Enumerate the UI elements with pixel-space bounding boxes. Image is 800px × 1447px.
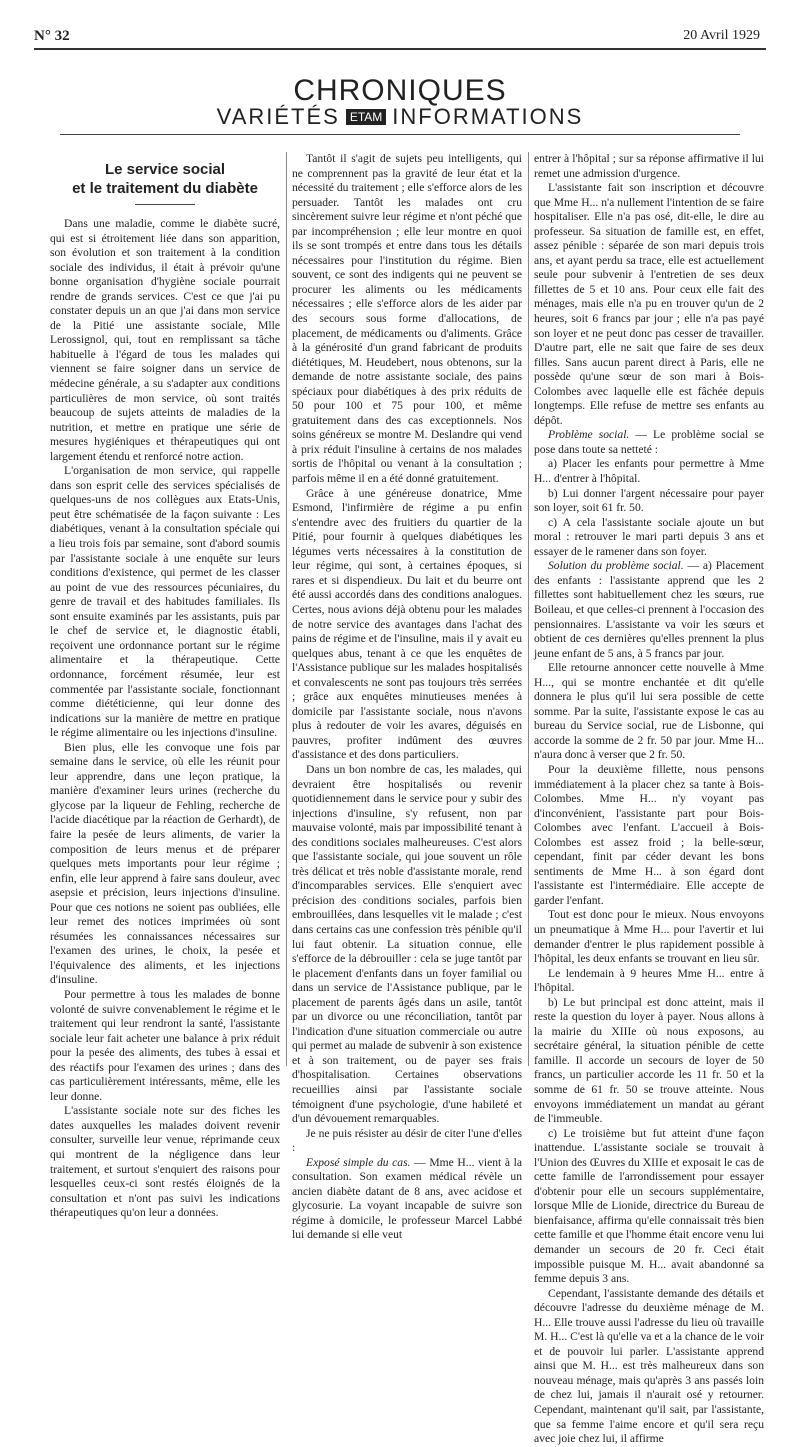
paragraph: Elle retourne annoncer cette nouvelle à Mme H..., qui se montre enchantée et dit qu'elle donnera le plus qu'il lui sera possible de cette somme. Par la suite, l'assistante expose le cas au bureau du Service social, rue de Lisbonne, qui accorde la somme de 2 fr. 50 par jour. Mme H... n'aura donc à verser que 2 fr. 50. (534, 661, 764, 762)
column-3 (534, 152, 765, 1446)
column-divider (286, 152, 287, 1066)
paragraph: Tantôt il s'agit de sujets peu intelligents, qui ne comprennent pas la gravité de leur état et la nécessité du traitement ; elle s'efforce alors de les persuader. Tantôt les malades ont cru sincèrement suivre leur régime et n'ont péché que par incompréhension ; elle leur montre en quoi ils se sont trompés et entre dans tous les détails nécessaires pour l'institution du régime. Bien souvent, ce sont des indigents qui ne peuvent se procurer les aliments ou les médicaments nécessaires ; elle s'efforce alors de les aider par des secours sous forme d'allocations, de placement, de médicaments ou d'aliments. Grâce à la générosité d'un grand fabricant de produits diététiques, M. Heudebert, nous obtenons, sur la demande de notre assistante sociale, des pains spéciaux pour diabétiques à des prix réduits de 50 pour 100 et 75 pour 100, et même gratuitement dans des cas exceptionnels. Nos soins généreux se montre M. Deslandre qui vend à prix réduit l'insuline à certains de nos malades sortis de l'hôpital ou venant à la consultation ; parfois même il en a été donné gratuitement. (292, 152, 522, 486)
issue-number: N° 32 (34, 28, 70, 44)
solution-text: — a) Placement des enfants : l'assistante apprend que les 2 fillettes sont habituellement chez les sœurs, rue Boileau, et que celles-ci prennent à l'occasion des pensionnaires. L'assistante va voir les sœurs et obtient de ces dernières qu'elles prennent la plus jeune enfant de 5 ans, à 5 francs par jour. (534, 559, 765, 660)
case-text: — Mme H... vient à la consultation. Son examen médical révèle un ancien diabète datant de 8 ans, avec acidose et glycosurie. La voyant incapable de suivre son régime à domicile, le professeur Marcel Labbé lui demande si elle veut (292, 1155, 522, 1242)
paragraph: L'organisation de mon service, qui rappelle dans son esprit celle des services spécialisés de quelques-uns de nos collègues aux Etats-Unis, peut être schématisée de la façon suivante : Les diabétiques, venant à la consultation spéciale qui a lieu trois fois par semaine, sont d'abord soumis par l'assistante sociale à une enquête sur leurs conditions d'existence, qui permet de les classer au point de vue des ressources pécuniaires, du genre de travail et des habitudes familiales. Ils sont ensuite examinés par les assistants, puis par le chef de service et, le diagnostic établi, reçoivent une ordonnance portant sur le régime alimentaire et la thérapeutique. Cette ordonnance, forcément résumée, leur est commentée par l'assistante sociale, fonctionnant comme diététicienne, qui leur donne des indications sur la manière de mettre en pratique le régime alimentaire ou les injections d'insuline. (50, 464, 280, 740)
problem-paragraph (534, 428, 764, 457)
paragraph: Le lendemain à 9 heures Mme H... entre à l'hôpital. (534, 966, 764, 995)
column-divider (528, 152, 529, 1066)
case-label: Exposé simple du cas. (306, 1155, 411, 1169)
paragraph: Pour la deuxième fillette, nous pensons immédiatement à la placer chez sa tante à Bois-Colombes. Mme H... n'y voyant pas d'inconvénient, l'assistante part pour Bois-Colombes avec l'enfant. L'accueil à Bois-Colombes est assez froid ; la belle-sœur, cependant, finit par céder devant les bons sentiments de Mme H... à son égard dont l'assistante est l'intermédiaire. Elle accepte de garder l'enfant. (534, 762, 764, 907)
masthead-logo-mark: ETAM (346, 109, 386, 125)
article-title-line-1: Le service social (104, 161, 226, 178)
solution-label: Solution du problème social. (548, 559, 684, 573)
paragraph: b) Le but principal est donc atteint, mais il reste la question du loyer à payer. Nous allons à la mairie du XIIIe où nous exposons, au secrétaire général, la situation pénible de cette famille. Il accorde un secours de loyer de 50 francs, un particulier accorde les 11 fr. 50 et la somme de 61 fr. 50 se trouve atteinte. Nous envoyons immédiatement un mandat au gérant de l'immeuble. (534, 995, 764, 1126)
paragraph: Grâce à une généreuse donatrice, Mme Esmond, l'infirmière de régime a pu enfin s'entendre avec des fruitiers du quartier de la Pitié, pour fournir à quelques diabétiques les légumes verts nécessaires à la constitution de leur régime, qui sont, à certaines époques, si rares et si dispendieux. Du lait et du beurre ont été aussi accordés dans des conditions analogues. Certes, nous avions déjà obtenu pour les malades de notre service des avantages dans l'achat des pains de régime et de l'insuline, mais il y avait eu quelques abus, tenant à ce que les enquêtes de l'Assistance publique sur les malades hospitalisés et convalescents ne sont pas toujours très serrées ; grâce aux enquêtes minutieuses menées à domicile par l'assistante sociale, nous n'avons plus à redouter de voir les avares, déguisés en pauvres, profiter indûment des œuvres d'assistance et des dons particuliers. (292, 486, 522, 762)
title-rule (135, 204, 195, 205)
solution-paragraph (534, 559, 764, 661)
masthead-varietes: VARIÉTÉS (216, 104, 340, 129)
masthead-rule (60, 134, 740, 135)
masthead-title: CHRONIQUES (293, 74, 507, 107)
column-1 (50, 152, 280, 1220)
article-title (50, 160, 280, 198)
list-item: b) Lui donner l'argent nécessaire pour payer son loyer, soit 61 fr. 50. (534, 486, 764, 515)
masthead-informations: INFORMATIONS (392, 104, 584, 129)
paragraph: Pour permettre à tous les malades de bonne volonté de suivre convenablement le régime et le traitement qui leur rendront la santé, l'assistante sociale leur fait acheter une balance à prix réduit pour la pesée des aliments, des tubes à essai et des réactifs pour l'examen des urines ; dans des cas particulièrement intéressants, même, elle les leur donne. (50, 987, 280, 1103)
masthead-subtitle (0, 104, 800, 130)
paragraph: Bien plus, elle les convoque une fois par semaine dans le service, où elle les réunit pour leur apprendre, dans une leçon pratique, la manière d'examiner leurs urines (recherche du glycose par la liqueur de Fehling, recherche de l'acide diacétique par la réaction de Gerhardt), de faire la pesée de leurs aliments, de varier la composition de leurs menus et de préparer quelques mets importants pour leur régime ; enfin, elle leur apprend à faire sans douleur, avec asepsie et précision, leurs injections d'insuline. Pour que ces notions ne soient pas oubliées, elle leur remet des notices imprimées où sont résumées les connaissances nécessaires sur l'examen des urines, le choix, la pesée et l'équivalence des aliments, et les injections d'insuline. (50, 740, 280, 987)
problem-label: Problème social. (548, 428, 630, 442)
paragraph: L'assistante sociale note sur des fiches les dates auxquelles les malades doivent revenir consulter, surveille leur venue, réprimande ceux qui montrent de la négligence dans leur traitement, et surtout s'enquiert des raisons pour lesquelles ceux-ci sont restés éloignés de la consultation et n'ont pas suivi les indications thérapeutiques qu'on leur a données. (50, 1104, 280, 1220)
header-rule (34, 48, 766, 50)
paragraph: Cependant, l'assistante demande des détails et découvre l'adresse du deuxième ménage de M. H... Elle trouve aussi l'adresse du lieu où travaille M. H... C'est là qu'elle va et a la chance de le voir et de pouvoir lui parler. L'assistante apprend ainsi que M. H... est très malheureux dans son nouveau ménage, mais qu'après 3 ans passés loin de chez lui, jamais il n'aurait osé y retourner. Cependant, maintenant qu'il sait, par l'assistante, que sa femme l'aime encore et qu'il sera reçu avec joie chez lui, il affirme (534, 1286, 764, 1446)
paragraph: Dans une maladie, comme le diabète sucré, qui est si étroitement liée dans son apparition, son évolution et son traitement à la condition sociale des individus, il était à prévoir qu'une bonne organisation d'hygiène sociale pourrait rendre de grands services. C'est ce que j'ai pu constater depuis un an que j'ai dans mon service de la Pitié une assistante sociale, Mlle Lerossignol, qui, tout en remplissant sa tâche habituelle à l'égard de tous les malades qui viennent se faire soigner dans un service de médecine générale, a su s'adapter aux conditions particulières de mon service, où sont traités beaucoup de sujets atteints de maladies de la nutrition, et mettre en pratique une série de mesures hygiéniques et thérapeutiques qui ont largement étendu et renforcé notre action. (50, 217, 280, 463)
paragraph: entrer à l'hôpital ; sur sa réponse affirmative il lui remet une admission d'urgence. (534, 152, 764, 180)
paragraph: Dans un bon nombre de cas, les malades, qui devraient être hospitalisés ou revenir quotidiennement dans le service pour y subir des injections d'insuline, s'y refusent, non par mauvaise volonté, mais par impossibilité tenant à des conditions sociales malheureuses. C'est alors que l'assistante sociale, qui joue souvent un rôle très délicat et très noble d'assistante morale, rend d'incomparables services. Elle s'enquiert avec précision des conditions sociales, parfois bien embrouillées, dans lesquelles vit le malade ; c'est dans certains cas une confession très pénible qu'il lui faut obtenir. La situation connue, elle s'efforce de la débrouiller : cela se juge tantôt par le placement d'enfants dans un foyer familial ou dans un service de l'Assistance publique, par le placement de parents âgés dans un asile, tantôt par un divorce ou une réconciliation, tantôt par l'indication d'une situation commerciale ou autre qui permet au malade de subvenir à son existence et à son traitement, ou de payer ses frais d'hospitalisation. Certaines observations recueillies ainsi par l'assistante sociale témoignent d'une psychologie, d'une habileté et d'un dévouement remarquables. (292, 762, 522, 1126)
paragraph: c) Le troisième but fut atteint d'une façon inattendue. L'assistante sociale se trouvait à l'Union des Œuvres du XIIIe et exposait le cas de cette famille de l'arrondissement pour essayer d'obtenir pour elle un secours supplémentaire, lorsque Mlle de Lionide, directrice du Bureau de bienfaisance, affirma qu'elle connaissait très bien cette famille et que l'homme était encore venu lui demander un secours de 20 fr. Ceci était impossible puisque M. H... avait abandonné sa femme depuis 3 ans. (534, 1126, 764, 1286)
issue-date: 20 Avril 1929 (683, 28, 760, 43)
paragraph: Tout est donc pour le mieux. Nous envoyons un pneumatique à Mme H... pour l'avertir et lui demander d'entrer le plus rapidement possible à l'hôpital, les deux enfants se trouvant en lieu sûr. (534, 908, 764, 966)
paragraph: Je ne puis résister au désir de citer l'une d'elles : (292, 1126, 522, 1155)
paragraph: L'assistante fait son inscription et découvre que Mme H... n'a nullement l'intention de se faire hospitaliser. Elle n'a pas osé, dit-elle, le dire au professeur. Sa situation de famille est, en effet, assez pénible : séparée de son mari depuis trois ans, et ayant perdu sa trace, elle est actuellement seule pour subvenir à l'entretien de ses deux fillettes de 5 et 10 ans. Pour ceux elle fait des ménages, mais elle n'a pu en trouver qu'un de 2 heures, soit 6 francs par jour ; elle n'a pas payé son loyer et ne peut donc pas cesser de travailler. D'autre part, elle ne sait que faire de ses deux filles. Sans aucun parent direct à Paris, elle ne possède qu'une sœur de son mari à Bois-Colombes avec laquelle elle est fâchée depuis longtemps. Elle refuse de mettre ses enfants au dépôt. (534, 181, 764, 427)
article-title-line-2: et le traitement du diabète (72, 180, 258, 197)
case-paragraph (292, 1156, 522, 1243)
list-item: c) A cela l'assistante sociale ajoute un but moral : retrouver le mari parti depuis 3 ans et essayer de le ramener dans son foyer. (534, 515, 764, 558)
problem-text: — Le problème social se pose dans toute sa netteté : (534, 428, 764, 456)
column-2 (292, 152, 522, 1242)
list-item: a) Placer les enfants pour permettre à Mme H... d'entrer à l'hôpital. (534, 457, 764, 486)
